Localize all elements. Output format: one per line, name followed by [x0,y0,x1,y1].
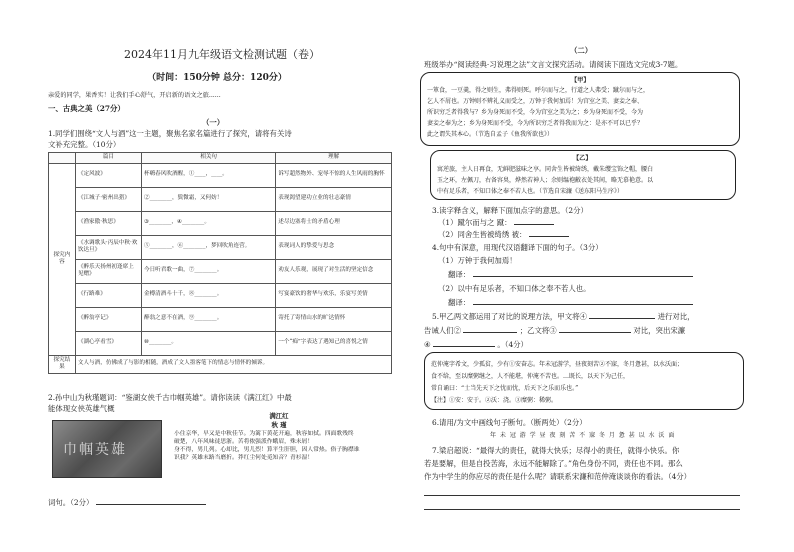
table-cell-line[interactable]: ⑤________，⑥________，梦回吹角连营。 [141,235,275,259]
q2-answer-line[interactable] [96,504,206,505]
table-cell-title: 《水调歌头·丙辰中秋·欢饮达旦》 [75,235,141,259]
part2-heading: （二） [570,46,593,55]
q4-translate2 [448,298,693,308]
table-cell-title: 《渔家傲·秋思》 [75,211,141,235]
poem-author: 秋 瑾 [271,420,287,429]
table-cell-title: 《醉翁亭记》 [75,307,141,331]
section1-heading: 一、古典之美（27分） [48,104,125,113]
table-header-line: 相关句 [141,153,275,164]
table-cell-understanding: 表现词人的挚爱与思念 [276,235,392,259]
q7-line1: 7.梁启超说：“最得大的责任，就得大快乐；尽得小的责任，就得小快乐。你 [432,446,680,455]
passage-jia-line: 此之谓失其本心。（节选自孟子《鱼我所欲也》） [427,131,554,138]
q7-answer-line1[interactable] [424,492,740,496]
q5-blank3[interactable] [559,332,631,333]
table-cell-title: 《江城子·密州出猎》 [75,187,141,211]
poem-line: 身不得，男儿列。心却比，男儿烈！算平生肝胆，因人常热。俗子胸襟谁 [174,446,360,453]
table-cell-line[interactable]: ②________，鬓微霜，又何妨！ [141,187,275,211]
table-cell-line[interactable]: 金樽清酒斗十千，⑧________。 [141,283,275,307]
table-cell-line[interactable]: 杯嗨春风吹酒醒，①____，____。 [141,163,275,187]
q2-line2: 能体现女侠英雄气概 [48,404,115,413]
q1-line1: 1.同学们围绕“文人与酒”这一主题，聚焦名家名篇进行了探究，请将有关诗 [48,129,292,138]
q3-item2 [438,230,569,240]
table-cell-title: 《湖心亭看雪》 [75,331,141,355]
q7-line3: 作为中学生的你应尽的责任是什么呢？请联系宋濂和范仲淹谈谈你的看法。（4分） [424,472,692,481]
q5-blank4[interactable] [433,346,495,347]
poem-line: 破楚，八年风味徒思浙。苦将侬强派作蛾眉，殊未屑！ [174,439,314,446]
translate-label: 翻译： [448,298,471,307]
q3-item1-text: （1）蹴尔而与之 蹴： [438,218,512,227]
poem-line: 小住京华，早又是中秋佳节。为篱下黄花开遍，秋容如拭。四面歌残终 [174,431,354,438]
table-conclusion-label: 探究结果 [49,355,76,373]
poem-title: 满江红 [269,412,289,420]
table-conclusion: 文人与酒，仿佛成了与影的相随，酒成了文人墨客笔下的情志与情怀的倾诉。 [75,355,391,373]
table-corner [49,153,76,164]
passage-fan-note: 【注】①安：安于。②沃：浇。③糜粥：稀粥。 [431,397,558,404]
table-cell-understanding: 诉写超然物外、宠辱不惊的人生风雨的胸怀 [276,163,392,187]
passage-fan-line: 食不给，至以糜粥继之，人不能堪，仲淹不苦也。…既长，以天下为己任， [431,373,630,380]
passage-jia-line: 乞人不屑也。万钟则不辨礼义而受之，万钟于我何加焉！为宫室之美、妻妾之奉、 [427,98,644,105]
q2-tail-text: 词句。（2分） [48,498,94,507]
table-cell-line[interactable]: 今日听君歌一曲，⑦________。 [141,259,275,283]
table-cell-understanding: 劝友人乐观，展现了对生活的坚定信念 [276,259,392,283]
q4-prompt: 4.句中有深意，用现代汉语翻译下面的句子。（3分） [432,243,603,252]
passage-yi-line: 玉之环，左佩刀，右备容臭，烨然若神人；余则缊袍敝衣处其间，略无慕艳意。以 [437,177,654,184]
q6-prompt: 6.请用/为文中画线句子断句。（断两处）（2分） [432,418,587,427]
passage-jia-line: 妻妾之奉为之；乡为身死而不受，今为所识穷乏者得我而为之：是亦不可以已乎？ [427,120,644,127]
passage-jia-box [420,72,740,146]
q5-text-b: 进行对比， [657,312,695,321]
q5-line1 [432,312,695,322]
table-side-label: 探究内容 [49,163,76,355]
passage-fan-line: 常自诵曰：“士当先天下之忧而忧，后天下之乐而乐也。” [431,385,579,392]
exam-title: 2024年11月九年级语文检测试题（卷） [124,48,320,61]
translate-label: 翻译： [448,270,471,279]
q5-text-f: ④ [424,340,431,349]
q1-line2: 文补充完整。（10分） [48,140,121,149]
q3-answer2[interactable] [529,236,569,237]
passage-yi-line: 寓逆旅，主人日再食，无鲜肥滋味之享。同舍生皆被绮绣，戴朱缨宝饰之帽，腰白 [437,166,654,173]
table-cell-title: 《醉乐天扬州初逢席上见赠》 [75,259,141,283]
table-cell-understanding: 写宴豪饮的奢华与欢乐，乐宴写美情 [276,283,392,307]
part1-heading: （一） [202,118,225,127]
greeting: 亲爱的同学，果香实！让我们手心舒气，开启新的语文之旅...... [48,92,221,99]
q5-blank2[interactable] [463,332,517,333]
table-cell-understanding: 表现渴望建功立业的壮志豪情 [276,187,392,211]
table-cell-understanding: 述尽边塞将士的矛盾心理 [276,211,392,235]
passage-jia-label: 【甲】 [571,77,590,84]
q4-item1: （1）万钟于我何加焉！ [438,256,517,265]
q4-answer2[interactable] [473,304,693,305]
q4-translate1 [448,270,693,280]
q5-text-g: 。（4分） [497,340,528,349]
q1-table [48,152,392,374]
q6-sentence[interactable]: 年 未 冠 游 学 昼 夜 刻 苦 不 寐 冬 月 惫 甚 以 水 沃 面 [490,432,676,439]
passage-jia-line: 所识穷乏者得我与？乡为身死而不受，今为宫室之美为之；乡为身死而不受，今为 [427,109,644,116]
poem-line: 识我？英雄末路当磨折。莽红尘何处觅知音？青衫湿！ [174,454,314,461]
passage-yi-label: 【乙】 [573,155,592,162]
q5-line2 [424,326,685,336]
passage-yi-line: 中有足乐者，不知口体之奉不若人也。（节选自宋濂《送东阳马生序》） [437,188,624,195]
q2-line1: 2.孙中山为秋瑾题词：“鉴湖女侠千古巾帼英雄”。请你读读《满江红》中最 [48,393,292,402]
calligraphy-photo [52,420,162,478]
table-cell-line[interactable]: ⑩________。 [141,331,275,355]
right-page [420,0,760,552]
passage-fan-box [424,352,744,410]
q2-tail [48,498,206,508]
q5-line3 [424,340,528,350]
table-cell-title: 《行路难》 [75,283,141,307]
left-page [42,0,392,552]
table-header-title: 篇目 [75,153,141,164]
q5-blank1[interactable] [589,318,655,319]
passage-fan-line: 范仲淹字希文，少孤贫，少有①安奋志。年未冠游学，昼夜刻苦②不寐，冬月惫甚，以水沃面； [431,361,684,368]
table-cell-understanding: 寄托了寄情山水的旷达情怀 [276,307,392,331]
q4-item2: （2）以中有足乐者，不知口体之奉不若人也。 [438,284,591,293]
photo-inscription: 巾帼英雄 [63,442,127,458]
passage-jia-line: 一箪食，一豆羹，得之则生，弗得则死。呼尔而与之，行道之人弗受；蹴尔而与之， [427,87,650,94]
exam-subtitle: （时间：150分钟 总分：120分） [147,73,287,83]
passage-yi-box [430,150,736,200]
q4-answer1[interactable] [473,276,693,277]
q3-item2-text: （2）同舍生皆被绮绣 被： [438,230,527,239]
table-header-understanding: 理解 [276,153,392,164]
table-cell-line[interactable]: 醉翁之意不在酒，⑨________。 [141,307,275,331]
q3-item1 [438,218,554,228]
q7-line2: 若是要解，但是自投苦海，永远不能解除了。”角色身份不同，责任也不同。那么 [424,459,683,468]
table-cell-understanding: 一个“痴”字表达了遇知己的喜悦之情 [276,331,392,355]
q5-text-c: 告诫人们② [424,326,461,335]
q3-prompt: 3.读字释含义，解释下面加点字的意思。（2分） [432,206,588,215]
q7-answer-line2[interactable] [424,506,740,510]
table-cell-title: 《定风波》 [75,163,141,187]
part2-intro: 班级举办“阅读经典·习说理之法”文言文探究活动。请阅读下面选文完成3-7题。 [424,60,683,69]
q5-text-e: 对比，突出宋濂 [633,326,686,335]
q5-text-a: 5.甲乙两文都运用了对比的说理方法，甲文将④ [432,312,587,321]
table-cell-line[interactable]: ③________，④________。 [141,211,275,235]
q5-text-d: ；乙文将③ [519,326,557,335]
poem-block [174,412,384,463]
q3-answer1[interactable] [514,224,554,225]
